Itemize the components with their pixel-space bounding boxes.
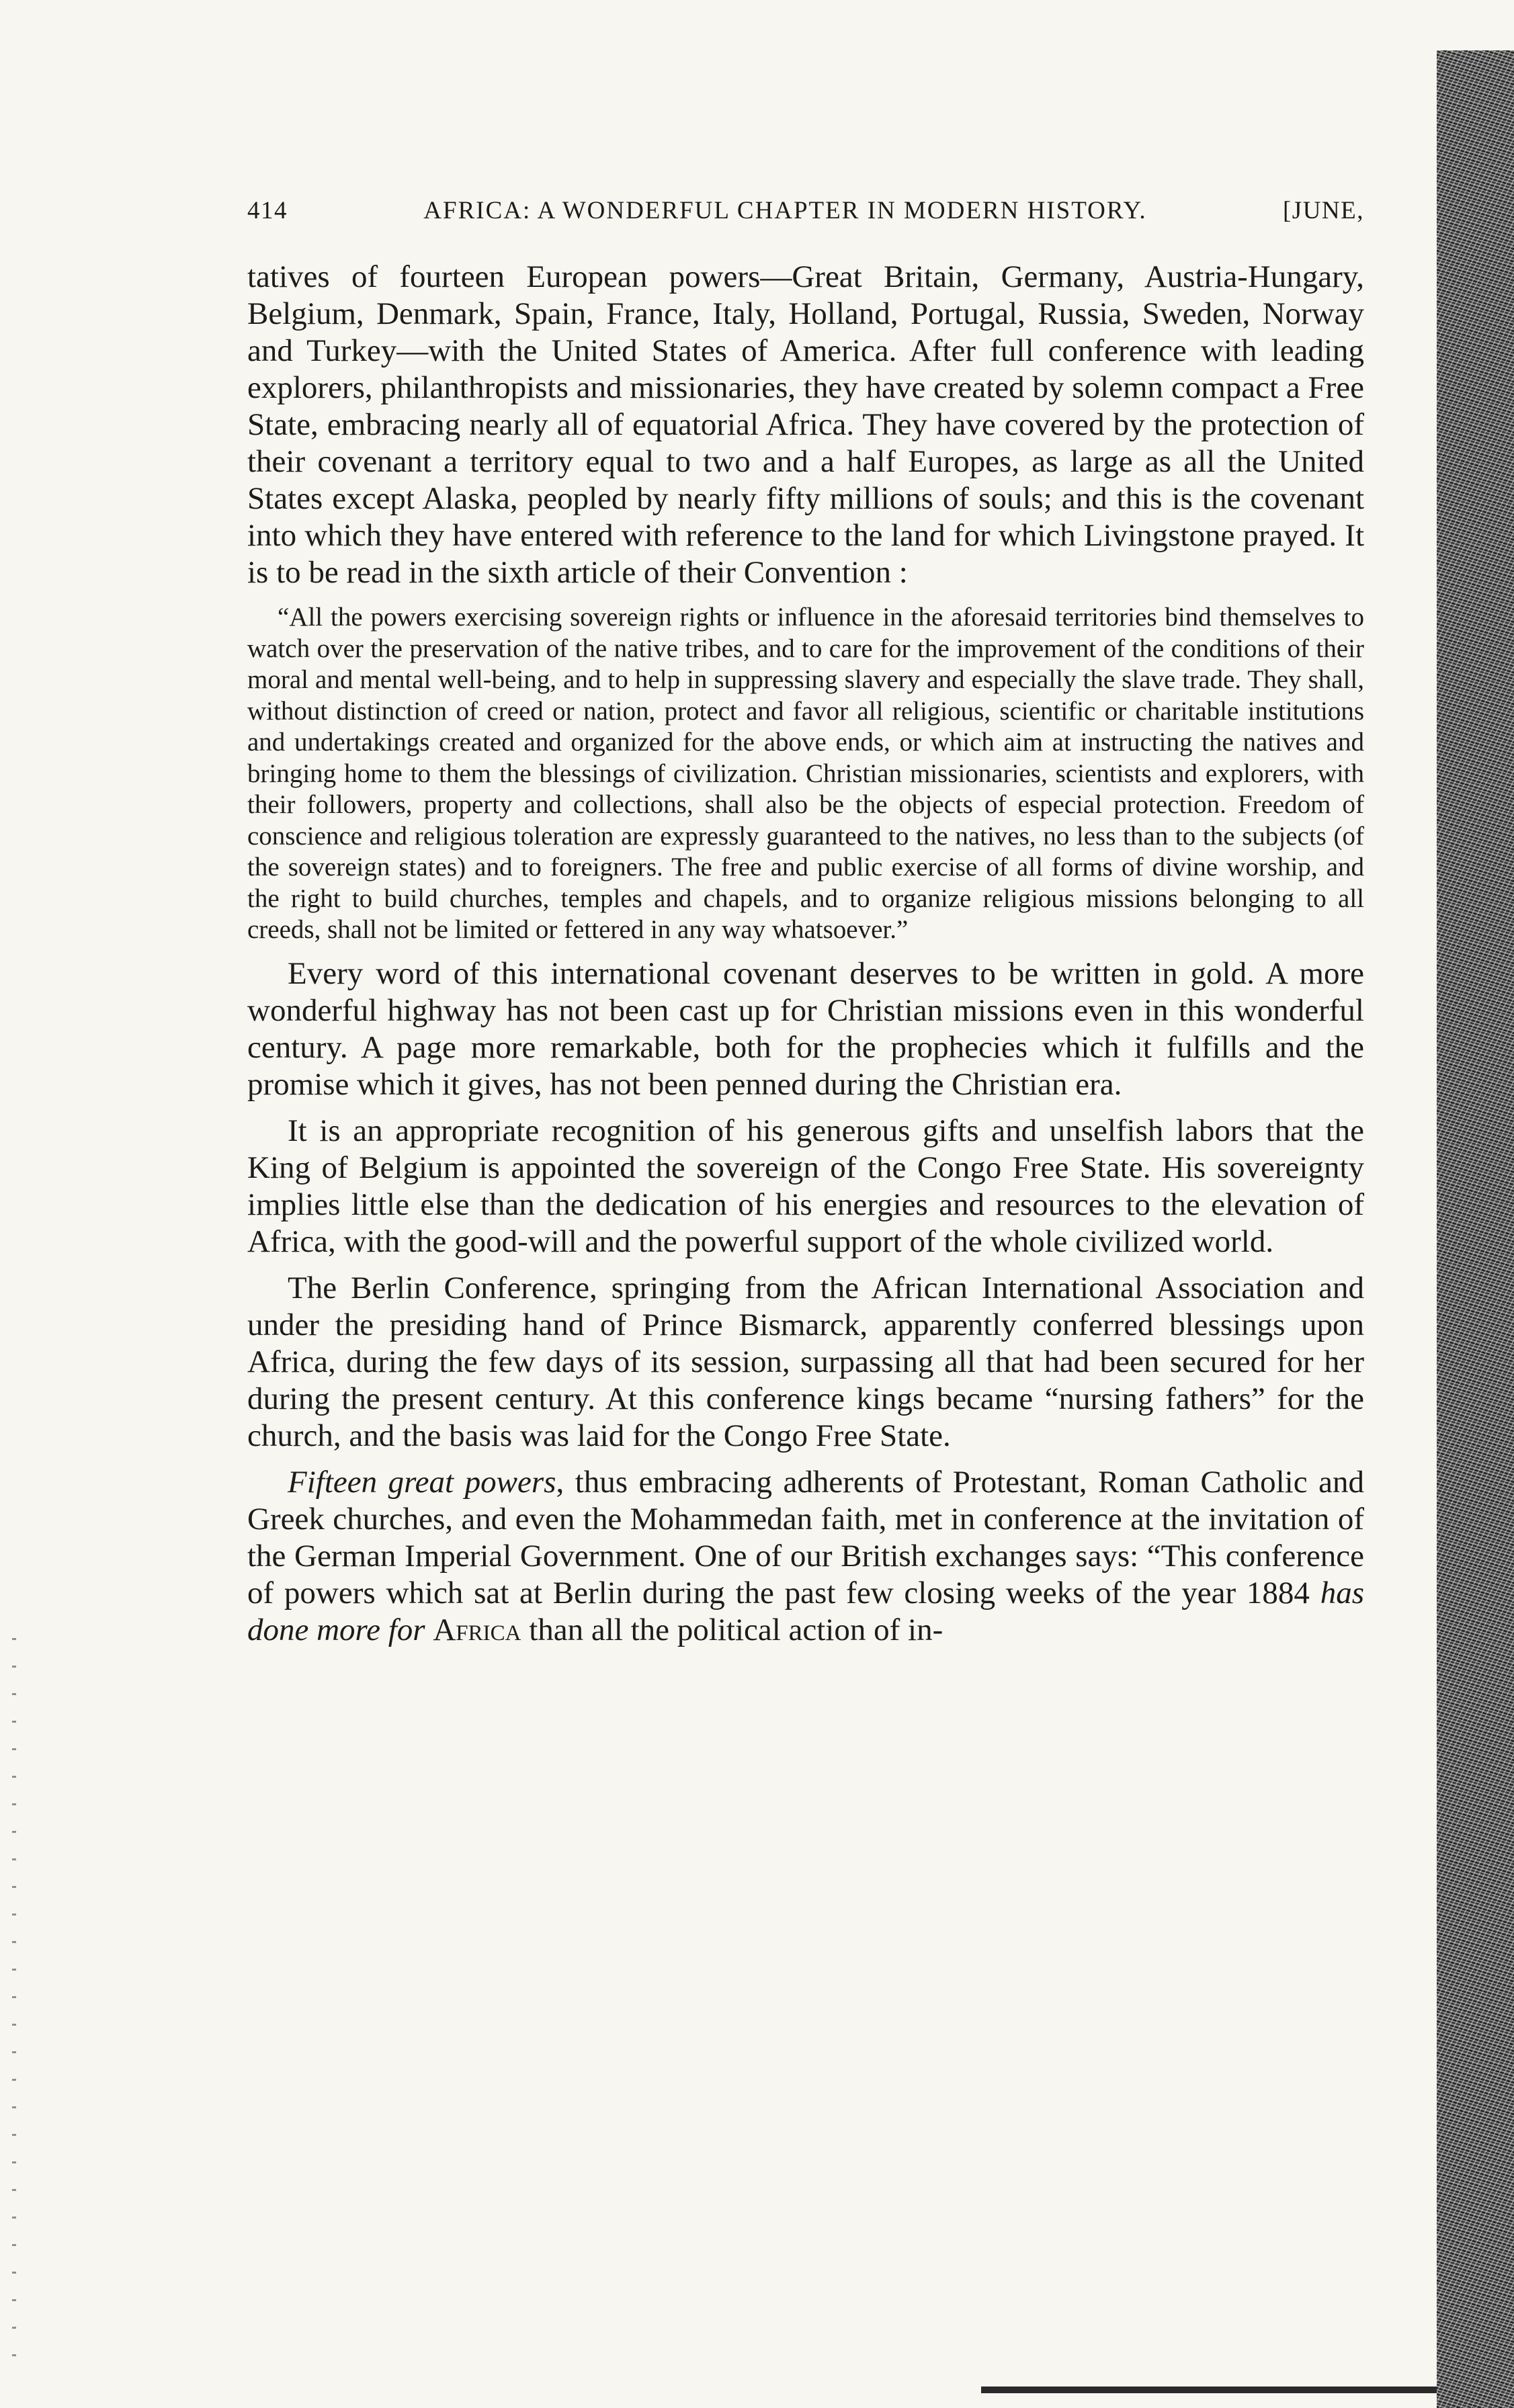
- paragraph-continued: tatives of fourteen European powers—Great Britain, Germany, Austria-Hungary, Belgium, Denmark, Spain, France, Italy, Holland, Portugal, Russia, Sweden, Norway and Turkey—with the United States of America. After full conference with leading explorers, philanthropists and missionaries, they have created by solemn compact a Free State, embracing nearly all of equatorial Africa. They have covered by the protection of their covenant a territory equal to two and a half Europes, as large as all the United States except Alaska, peopled by nearly fifty millions of souls; and this is the covenant into which they have entered with reference to the land for which Livingstone prayed. It is to be read in the sixth article of their Convention :: [247, 259, 1364, 590]
- small-caps-africa: Africa: [433, 1612, 521, 1647]
- paragraph-text-a: , thus embracing adherents of Protestant, Roman Catholic and Greek churches, and even the Mohammedan faith, met in conference at the invitation of the German Imperial Government. One of our British exchanges says: “This conference of powers which sat at Berlin during the past few closing weeks of the year 1884: [247, 1464, 1364, 1610]
- paragraph-king-of-belgium: It is an appropriate recognition of his generous gifts and unselfish labors that the King of Belgium is appointed the sovereign of the Congo Free State. His sovereignty implies little else than the dedication of his energies and resources to the elevation of Africa, with the good-will and the powerful support of the whole civilized world.: [247, 1113, 1364, 1259]
- paragraph-covenant: Every word of this international covenant deserves to be written in gold. A more wonderful highway has not been cast up for Christian missions even in this wonderful century. A page more remarkable, both for the prophecies which it fulfills and the promise which it gives, has not been penned during the Christian era.: [247, 955, 1364, 1102]
- italic-emphasis: has done more for: [247, 1575, 1364, 1647]
- scan-bottom-shadow: [981, 2386, 1437, 2393]
- italic-lead: Fifteen great powers: [288, 1464, 556, 1500]
- scan-margin-specks: [0, 1612, 40, 2378]
- running-head: [247, 196, 1364, 225]
- convention-quotation: “All the powers exercising sovereign rights or influence in the aforesaid territories bind themselves to watch over the preservation of the native tribes, and to care for the improvement of the conditions of their moral and mental well-being, and to help in suppressing slavery and especially the slave trade. They shall, without distinction of creed or nation, protect and favor all religious, scientific or charitable institutions and undertakings created and organized for the above ends, or which aim at instructing the natives and bringing home to them the blessings of civilization. Christian missionaries, scientists and explorers, with their followers, property and collections, shall also be the objects of especial protection. Freedom of conscience and religious toleration are expressly guaranteed to the natives, no less than to the subjects (of the sovereign states) and to foreigners. The free and public exercise of all forms of divine worship, and the right to build churches, temples and chapels, and to organize religious missions belonging to all creeds, shall not be limited or fettered in any way whatsoever.”: [247, 603, 1364, 944]
- paragraph-fifteen-powers: [247, 1464, 1364, 1649]
- scan-edge-shadow: [1437, 50, 1514, 2408]
- paragraph-berlin-conference: The Berlin Conference, springing from the African International Association and under the presiding hand of Prince Bismarck, apparently conferred blessings upon Africa, during the few days of its session, surpassing all that had been secured for her during the present century. At this conference kings became “nursing fathers” for the church, and the basis was laid for the Congo Free State.: [247, 1270, 1364, 1453]
- issue-month: [JUNE,: [1282, 197, 1364, 224]
- running-title: AFRICA: A WONDERFUL CHAPTER IN MODERN HISTORY.: [423, 197, 1147, 224]
- page-number: 414: [247, 197, 288, 224]
- paragraph-text-b: than all the political action of in-: [521, 1612, 943, 1647]
- article-body: [247, 259, 1364, 1649]
